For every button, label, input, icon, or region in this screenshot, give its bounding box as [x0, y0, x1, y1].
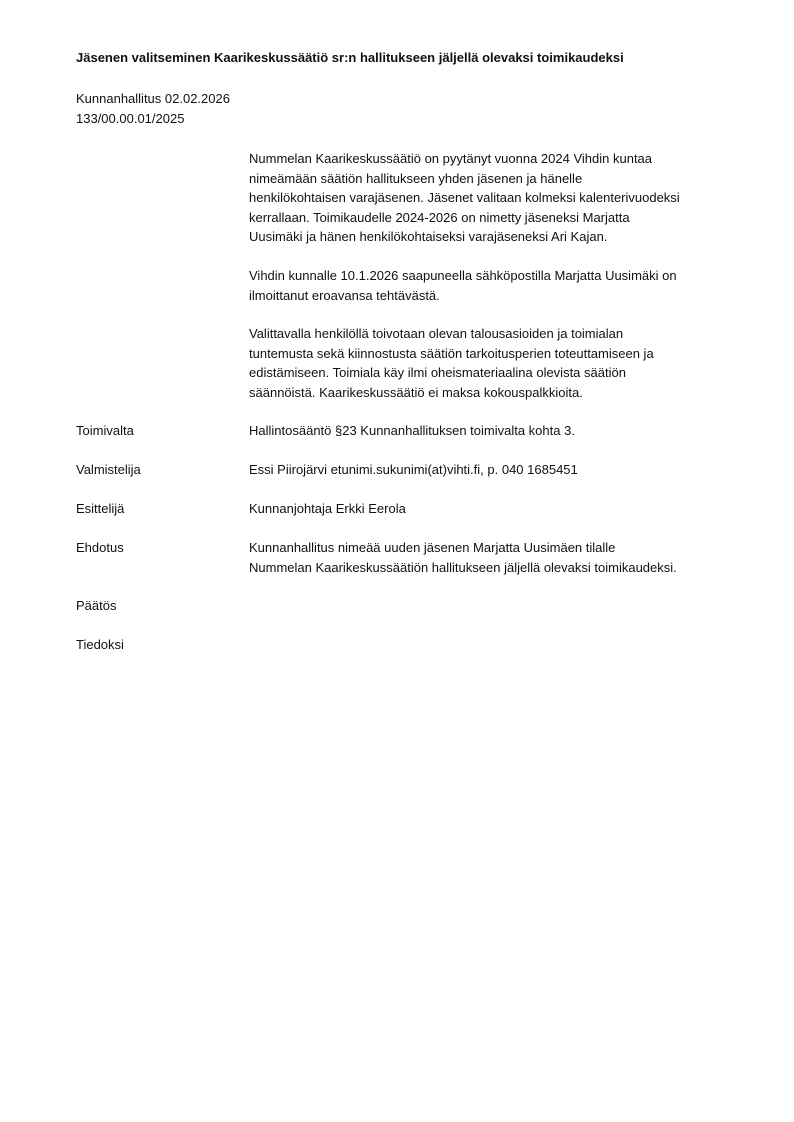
text-line: Kunnanhallitus nimeää uuden jäsenen Marjatta Uusimäen tilalle	[249, 540, 616, 555]
ehdotus-label: Ehdotus	[76, 540, 124, 555]
text-line: edistämiseen. Toimiala käy ilmi oheismateriaalina olevista säätiön	[249, 365, 626, 380]
text-line: säännöistä. Kaarikeskussäätiö ei maksa kokouspalkkioita.	[249, 384, 583, 400]
esittelija-value: Kunnanjohtaja Erkki Eerola	[249, 501, 406, 516]
valmistelija-label: Valmistelija	[76, 462, 141, 477]
valmistelija-value: Essi Piirojärvi etunimi.sukunimi(at)vihti.fi, p. 040 1685451	[249, 462, 578, 477]
text-line: Valittavalla henkilöllä toivotaan olevan talousasioiden ja toimialan	[249, 326, 624, 341]
esittelija-label: Esittelijä	[76, 501, 125, 516]
text-line: nimeämään säätiön hallitukseen yhden jäsenen ja hänelle	[249, 170, 583, 186]
paatos-label: Päätös	[76, 598, 117, 613]
document-title: Jäsenen valitseminen Kaarikeskussäätiö sr:n hallitukseen jäljellä olevaksi toimikaudeksi	[76, 50, 624, 65]
text-line: kerrallaan. Toimikaudelle 2024-2026 on nimetty jäseneksi Marjatta	[249, 209, 630, 225]
meeting-date: Kunnanhallitus 02.02.2026	[76, 91, 230, 106]
meeting-info	[76, 89, 230, 128]
tiedoksi-label: Tiedoksi	[76, 637, 124, 652]
text-line: Vihdin kunnalle 10.1.2026 saapuneella sähköpostilla Marjatta Uusimäki on	[249, 268, 677, 283]
paragraph-2	[249, 266, 677, 305]
text-line: Nummelan Kaarikeskussäätiön hallitukseen jäljellä olevaksi toimikaudeksi.	[249, 559, 677, 575]
text-line: henkilökohtaisen varajäsenen. Jäsenet valitaan kolmeksi kalenterivuodeksi	[249, 190, 680, 205]
case-number: 133/00.00.01/2025	[76, 110, 185, 126]
toimivalta-label: Toimivalta	[76, 423, 134, 438]
text-line: Nummelan Kaarikeskussäätiö on pyytänyt vuonna 2024 Vihdin kuntaa	[249, 151, 653, 166]
ehdotus-value	[249, 538, 677, 577]
toimivalta-value: Hallintosääntö §23 Kunnanhallituksen toimivalta kohta 3.	[249, 423, 575, 438]
text-line: Uusimäki ja hänen henkilökohtaiseksi varajäseneksi Ari Kajan.	[249, 229, 608, 244]
text-line: tuntemusta sekä kiinnostusta säätiön tarkoitusperien toteuttamiseen ja	[249, 345, 654, 361]
paragraph-3	[249, 324, 654, 402]
text-line: ilmoittanut eroavansa tehtävästä.	[249, 287, 440, 303]
paragraph-1	[249, 149, 680, 247]
